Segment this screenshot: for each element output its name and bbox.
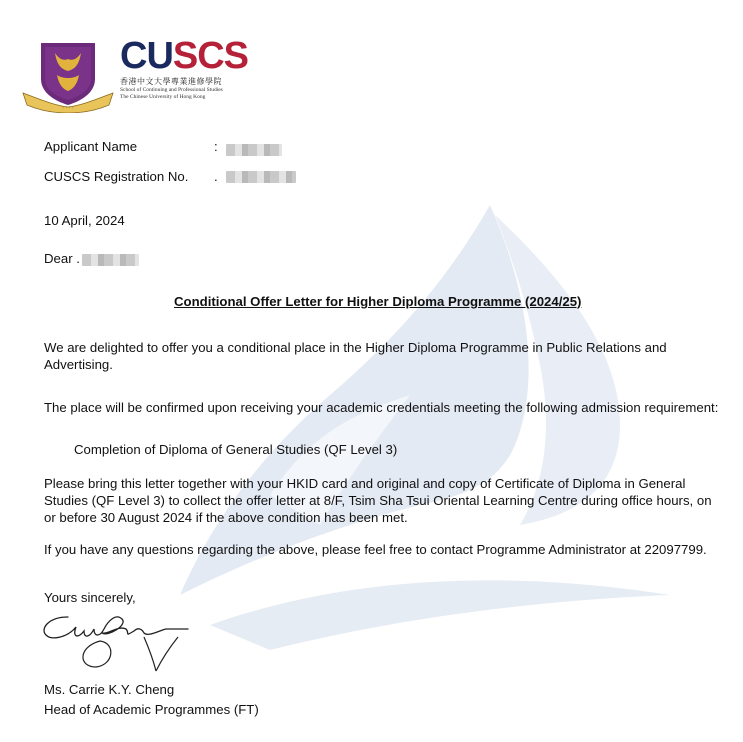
institution-name-english-1: School of Continuing and Professional Studies <box>120 87 223 93</box>
redacted-recipient-name <box>82 254 139 266</box>
institution-logo <box>120 36 248 100</box>
paragraph-contact: If you have any questions regarding the above, please feel free to contact Programme Administrator at 22097799. <box>44 542 707 557</box>
letter-date: 10 April, 2024 <box>44 213 125 228</box>
university-crest-icon <box>19 39 117 113</box>
registration-label: CUSCS Registration No. <box>44 169 189 184</box>
applicant-name-separator: : <box>214 139 218 154</box>
salutation: Dear . <box>44 251 80 266</box>
paragraph-condition: The place will be confirmed upon receiving your academic credentials meeting the following admission requirement: <box>44 400 719 415</box>
handwritten-signature <box>38 607 198 675</box>
cuscs-wordmark: CUSCS <box>120 35 249 77</box>
paragraph-instructions: Please bring this letter together with your HKID card and original and copy of Certificate of Diploma in General Studies (QF Level 3) to collect the offer letter at 8/F, Tsim Sha Tsui Oriental Learning Centre during office hours, on or before 30 August 2024 if the above condition has been met. <box>44 476 712 525</box>
admission-requirement: Completion of Diploma of General Studies (QF Level 3) <box>74 442 398 457</box>
registration-separator: . <box>214 169 218 184</box>
redacted-applicant-name <box>226 144 282 156</box>
institution-name-english-2: The Chinese University of Hong Kong <box>120 93 206 100</box>
signatory-title: Head of Academic Programmes (FT) <box>44 702 259 717</box>
applicant-name-label: Applicant Name <box>44 139 138 154</box>
sail-watermark-icon <box>150 195 690 665</box>
institution-name-chinese: 香港中文大學專業進修學院 <box>120 77 222 86</box>
letter-title: Conditional Offer Letter for Higher Diploma Programme (2024/25) <box>174 294 582 309</box>
svg-text:· · · ·: · · · · <box>62 105 74 112</box>
redacted-registration-number <box>226 171 296 183</box>
paragraph-offer: We are delighted to offer you a conditional place in the Higher Diploma Programme in Public Relations and Advertising. <box>44 340 667 372</box>
closing: Yours sincerely, <box>44 590 136 605</box>
signatory-name: Ms. Carrie K.Y. Cheng <box>44 682 175 697</box>
